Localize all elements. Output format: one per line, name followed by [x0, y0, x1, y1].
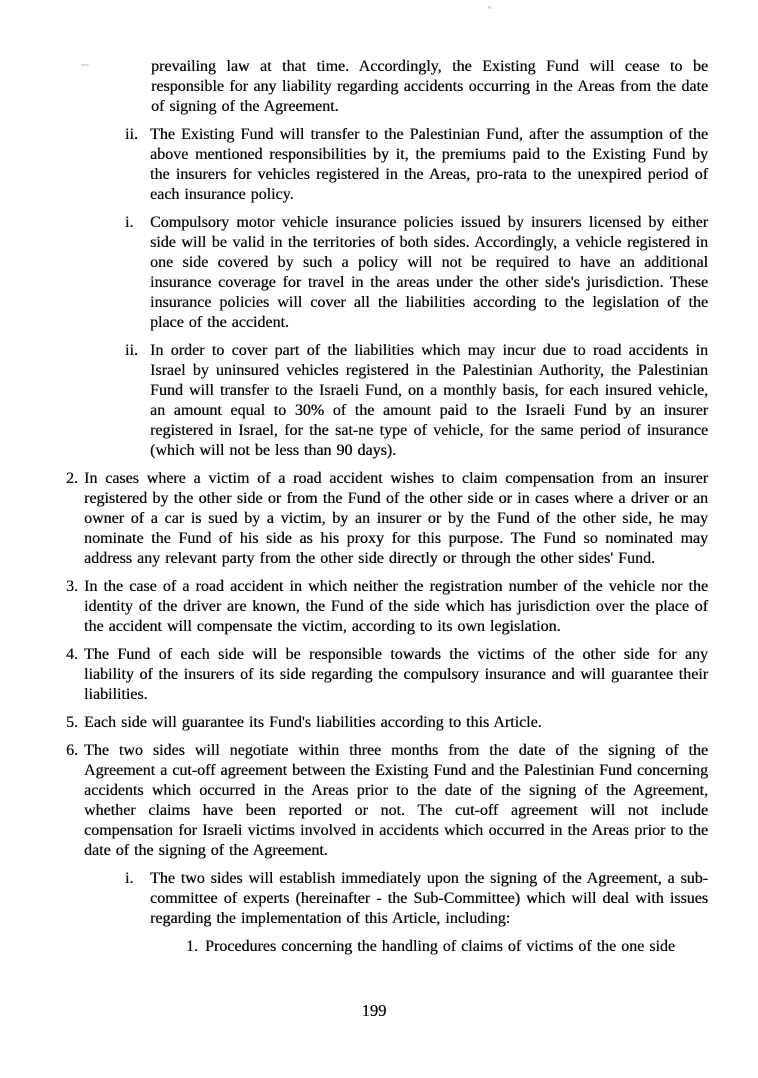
list-marker: 1. — [186, 938, 198, 955]
list-item-1 — [186, 937, 708, 957]
list-marker: ii. — [125, 126, 138, 143]
list-marker: 2. — [66, 470, 78, 487]
list-marker: 6. — [66, 742, 78, 759]
page-number: 199 — [361, 1001, 387, 1020]
list-item-text: The two sides will negotiate within three months from the date of the signing of the Agreement a cut-off agreement between the Existing Fund and the Palestinian Fund concerning accidents which occurred in the Areas prior to the date of the signing of the Agreement, whether claims have been reported or not. The cut-off agreement will not include compensation for Israeli victims involved in accidents which occurred in the Areas prior to the date of the signing of the Agreement. — [84, 742, 708, 859]
list-marker: i. — [125, 214, 134, 231]
list-item-text: In cases where a victim of a road accident wishes to claim compensation from an insurer registered by the other side or from the Fund of the other side or in cases where a driver or an owner of a car is sued by a victim, by an insurer or by the Fund of the other side, he may nominate the Fund of his side as his proxy for this purpose. The Fund so nominated may address any relevant party from the other side directly or through the other sides' Fund. — [84, 470, 708, 567]
list-item-ii — [125, 341, 708, 461]
list-marker: i. — [125, 870, 134, 887]
list-item-i — [125, 213, 708, 333]
list-item-text: Each side will guarantee its Fund's liabilities according to this Article. — [84, 714, 542, 731]
list-item-2 — [66, 469, 708, 569]
paragraph-continuation: prevailing law at that time. Accordingly, the Existing Fund will cease to be responsible for any liability regarding accidents occurring in the Areas from the date of signing of the Agreement. — [151, 58, 708, 115]
list-item-i — [125, 869, 708, 929]
list-marker: 4. — [66, 646, 78, 663]
list-item-ii — [125, 125, 708, 205]
list-item-text: In the case of a road accident in which neither the registration number of the vehicle nor the identity of the driver are known, the Fund of the side which has jurisdiction over the place of the accident will compensate the victim, according to its own legislation. — [84, 578, 708, 635]
list-item-4 — [66, 645, 708, 705]
list-marker: 5. — [66, 714, 78, 731]
list-item-6 — [66, 741, 708, 861]
list-item-text: The Fund of each side will be responsible towards the victims of the other side for any liability of the insurers of its side regarding the compulsory insurance and will guarantee their liabilities. — [84, 646, 708, 703]
list-item-text: Compulsory motor vehicle insurance policies issued by insurers licensed by either side will be valid in the territories of both sides. Accordingly, a vehicle registered in one side covered by such a policy will not be required to have an additional insurance coverage for travel in the areas under the other side's jurisdiction. These insurance policies will cover all the liabilities according to the legislation of the place of the accident. — [150, 214, 708, 331]
list-item-text: The Existing Fund will transfer to the Palestinian Fund, after the assumption of the above mentioned responsibilities by it, the premiums paid to the Existing Fund by the insurers for vehicles registered in the Areas, pro-rata to the unexpired period of each insurance policy. — [150, 126, 708, 203]
list-marker: ii. — [125, 342, 138, 359]
list-item-3 — [66, 577, 708, 637]
list-item-text: The two sides will establish immediately upon the signing of the Agreement, a sub-committee of experts (hereinafter - the Sub-Committee) which will deal with issues regarding the implementation of this Article, including: — [150, 870, 708, 927]
scan-artifact-speck — [488, 6, 491, 9]
page-body — [0, 57, 758, 965]
list-item-5 — [66, 713, 708, 733]
list-item-text: Procedures concerning the handling of claims of victims of the one side — [205, 938, 675, 955]
list-item-text: In order to cover part of the liabilities which may incur due to road accidents in Israel by uninsured vehicles registered in the Palestinian Authority, the Palestinian Fund will transfer to the Israeli Fund, on a monthly basis, for each insured vehicle, an amount equal to 30% of the amount paid to the Israeli Fund by an insurer registered in Israel, for the sat-ne type of vehicle, for the same period of insurance (which will not be less than 90 days). — [150, 342, 708, 459]
list-marker: 3. — [66, 578, 78, 595]
